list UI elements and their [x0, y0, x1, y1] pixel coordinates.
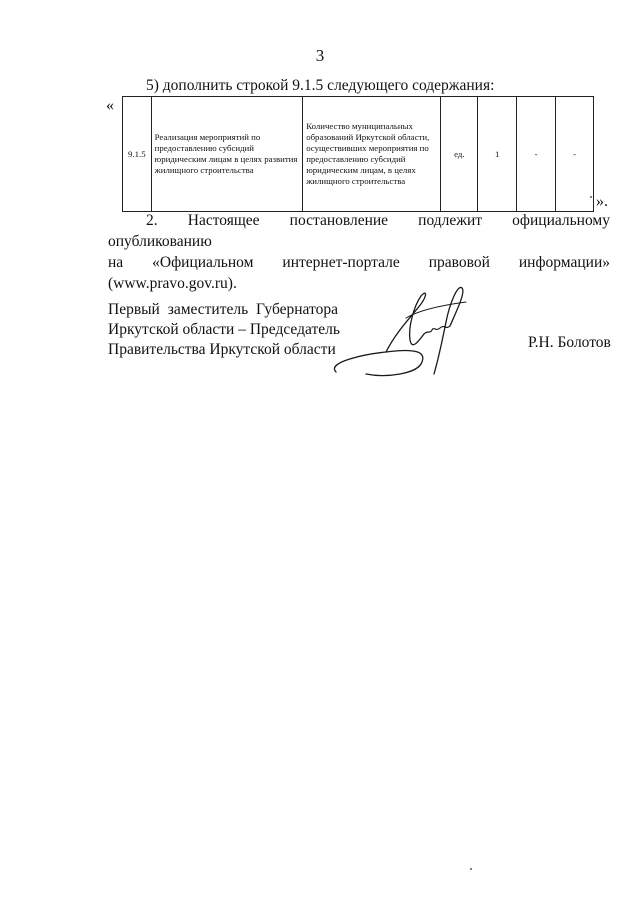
value-cell-3: -	[556, 97, 594, 212]
scan-speck	[470, 868, 472, 870]
signer-title-line-3: Правительства Иркутской области	[108, 341, 336, 358]
handwritten-signature	[326, 282, 476, 382]
value-cell-2: -	[517, 97, 556, 212]
opening-quote: «	[106, 97, 114, 114]
amendment-intro: 5) дополнить строкой 9.1.5 следующего содержания:	[146, 77, 495, 94]
activity-cell: Реализация мероприятий по предоставлению субсидий юридическим лицам в целях развития жилищного строительства	[151, 97, 303, 212]
row-number-cell: 9.1.5	[123, 97, 152, 212]
signer-title-line-1: Первый заместитель Губернатора	[108, 301, 338, 318]
page-number: 3	[315, 46, 325, 65]
paragraph-line-3: (www.pravo.gov.ru).	[108, 275, 237, 292]
signer-title-line-2: Иркутской области – Председатель	[108, 321, 340, 338]
closing-quote: ».	[596, 193, 608, 210]
value-cell-1: 1	[478, 97, 517, 212]
paragraph-line-2: на «Официальном интернет-портале правовой информации»	[108, 254, 610, 271]
scan-speck	[590, 196, 592, 198]
signer-name: Р.Н. Болотов	[528, 334, 611, 351]
paragraph-line-1: 2. Настоящее постановление подлежит официальному опубликованию	[108, 212, 610, 250]
signer-title	[108, 300, 340, 360]
table-row	[123, 97, 594, 212]
indicator-cell: Количество муниципальных образований Иркутской области, осуществивших мероприятия по предоставлению субсидий юридическим лицам, в целях жилищного строительства	[303, 97, 441, 212]
amendment-table	[122, 96, 594, 212]
unit-cell: ед.	[441, 97, 478, 212]
